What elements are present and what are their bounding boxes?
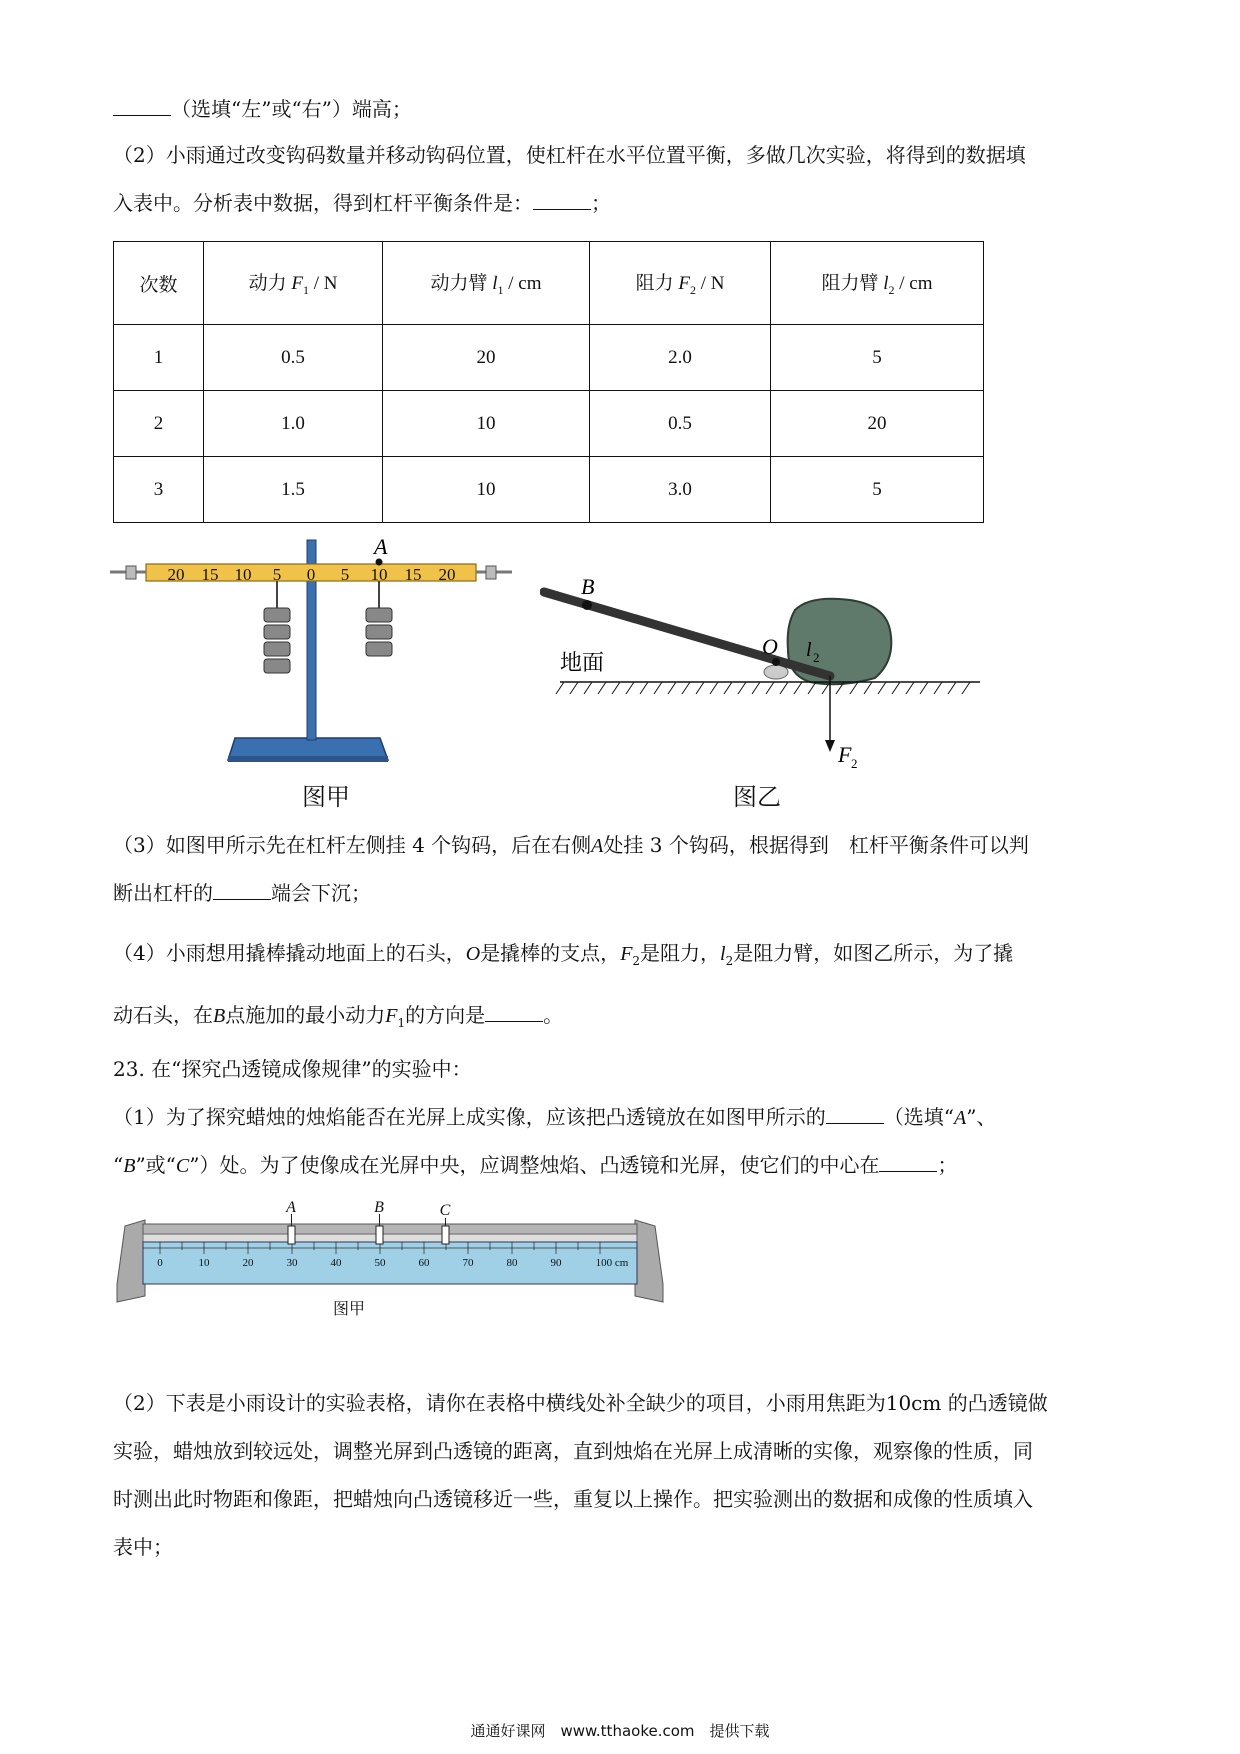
table-row: [114, 325, 984, 391]
table-cell: 20: [383, 325, 590, 391]
figure-yi-caption: 图乙: [733, 783, 781, 811]
text-line-14: 表中；: [113, 1535, 173, 1559]
f2-subscript: 2: [851, 756, 858, 770]
bench-left-support: [117, 1220, 145, 1302]
table-cell: 2: [114, 391, 204, 457]
label-c: C: [439, 1202, 451, 1219]
table-cell: 0.5: [204, 325, 383, 391]
scale-label: 5: [340, 565, 350, 584]
bench-top-rail: [143, 1224, 637, 1234]
answer-blank: [113, 95, 171, 116]
text-line-1: [113, 94, 412, 124]
text-line-5: 断出杠杆的 端会下沉；: [113, 881, 371, 905]
scale-label: 20: [438, 565, 456, 584]
col-header-f2: 阻力 $F_2$ / N: [590, 242, 771, 325]
col-header-trial: 次数: [114, 242, 204, 325]
text-line-13: 时测出此时物距和像距，把蜡烛向凸透镜移近一些，重复以上操作。把实验测出的数据和成像的性质填入: [113, 1487, 1033, 1511]
text-line-12: 实验，蜡烛放到较远处，调整光屏到凸透镜的距离，直到烛焰在光屏上成清晰的实像，观察像的性质，同: [113, 1439, 1033, 1463]
marker-c: [442, 1226, 449, 1244]
answer-blank: [879, 1151, 937, 1172]
text-line-2: [113, 140, 1026, 170]
point-a-dot: [376, 559, 383, 566]
text-line-6: （4）小雨想用撬棒撬动地面上的石头，O是撬棒的支点，$F_2$是阻力，$l_2$是阻力臂，如图乙所示，为了撬: [113, 941, 1014, 968]
right-hook-weights: [366, 581, 392, 656]
table-row: [114, 457, 984, 523]
f2-label: F: [838, 742, 852, 767]
point-o-dot: [772, 658, 780, 666]
text-line-11: （2）下表是小雨设计的实验表格，请你在表格中横线处补全缺少的项目，小雨用焦距为10cm 的凸透镜做: [113, 1391, 1048, 1415]
table-cell: 5: [771, 325, 984, 391]
text-line-3: [113, 188, 611, 218]
point-b-dot: [582, 600, 592, 610]
nut-left: [126, 566, 136, 579]
ground-label: 地面: [560, 651, 605, 676]
table-cell: 2.0: [590, 325, 771, 391]
answer-blank: [485, 1001, 543, 1022]
line-text: （2）小雨通过改变钩码数量并移动钩码位置，使杠杆在水平位置平衡，多做几次实验，将得到的数据填: [113, 143, 1026, 167]
marker-b: [376, 1226, 383, 1244]
l2-label: l: [806, 639, 812, 661]
table-cell: 1.0: [204, 391, 383, 457]
table-cell: 10: [383, 457, 590, 523]
bench-figure-caption: 图甲: [333, 1299, 366, 1318]
text-line-4: （3）如图甲所示先在杠杆左侧挂 4 个钩码，后在右侧A处挂 3 个钩码，根据得到 杠杆平衡条件可以判: [113, 833, 1029, 857]
ground-hatching: [556, 682, 970, 694]
table-cell: 1.5: [204, 457, 383, 523]
figure-lever-stand: [110, 528, 520, 778]
scale-label: 15: [201, 565, 219, 584]
line-text: （选填“左”或“右”）端高；: [171, 97, 412, 121]
scale-label: 5: [272, 565, 282, 584]
lever-data-table: [113, 241, 984, 523]
tick-label: 70: [462, 1257, 474, 1269]
label-a: A: [286, 1199, 296, 1216]
stand-base-edge: [228, 756, 388, 762]
tick-label: 90: [550, 1257, 562, 1269]
table-cell: 1: [114, 325, 204, 391]
table-cell: 10: [383, 391, 590, 457]
table-cell: 20: [771, 391, 984, 457]
point-a-label: A: [374, 534, 388, 559]
marker-a: [288, 1226, 295, 1244]
tick-label: 80: [506, 1257, 518, 1269]
tick-label: 50: [374, 1257, 386, 1269]
line-text: 入表中。分析表中数据，得到杠杆平衡条件是：: [113, 191, 533, 215]
scale-label: 20: [167, 565, 185, 584]
col-header-l2: 阻力臂 $l_2$ / cm: [771, 242, 984, 325]
point-b-label: B: [581, 574, 595, 599]
figure-jia-caption: 图甲: [302, 783, 350, 811]
bench-mid-rail: [143, 1234, 637, 1242]
label-b: B: [374, 1199, 384, 1216]
answer-blank: [213, 879, 271, 900]
line-text: ；: [591, 191, 611, 215]
left-hook-weights: [264, 581, 290, 673]
tick-label: 20: [242, 1257, 254, 1269]
table-header-row: [114, 242, 984, 325]
answer-blank: [533, 189, 591, 210]
scale-label: 10: [234, 565, 252, 584]
text-line-9: （1）为了探究蜡烛的烛焰能否在光屏上成实像，应该把凸透镜放在如图甲所示的 （选填“A”、: [113, 1105, 997, 1129]
scale-label: 10: [370, 565, 388, 584]
table-cell: 3: [114, 457, 204, 523]
scale-label: 15: [404, 565, 422, 584]
col-header-l1: 动力臂 $l_1$ / cm: [383, 242, 590, 325]
bench-right-support: [635, 1220, 663, 1302]
table-cell: 0.5: [590, 391, 771, 457]
tick-label: 60: [418, 1257, 430, 1269]
page-footer: 通通好课网 www.tthaoke.com 提供下载: [470, 1722, 770, 1740]
table-cell: 5: [771, 457, 984, 523]
table-row: [114, 391, 984, 457]
point-o-label: O: [762, 634, 778, 659]
answer-blank: [826, 1103, 884, 1124]
nut-right: [486, 566, 496, 579]
tick-label: 30: [286, 1257, 298, 1269]
figure-crowbar-rock: [540, 570, 980, 770]
l2-subscript: 2: [813, 650, 820, 665]
tick-label: 10: [198, 1257, 210, 1269]
lever-scale: [168, 565, 456, 584]
tick-label: 0: [157, 1257, 163, 1269]
col-header-f1: 动力 $F_1$ / N: [204, 242, 383, 325]
table-cell: 3.0: [590, 457, 771, 523]
tick-label: 100 cm: [595, 1257, 629, 1269]
text-line-7: 动石头，在B点施加的最小动力$F_1$的方向是 。: [113, 1003, 564, 1030]
f2-arrowhead: [825, 740, 835, 752]
text-line-10: “B”或“C”）处。为了使像成在光屏中央，应调整烛焰、凸透镜和光屏，使它们的中心在 ；: [113, 1153, 958, 1177]
tick-label: 40: [330, 1257, 342, 1269]
question-23-title: 23. 在“探究凸透镜成像规律”的实验中：: [113, 1057, 472, 1081]
scale-label: 0: [306, 565, 316, 584]
figure-optical-bench: [115, 1196, 665, 1316]
